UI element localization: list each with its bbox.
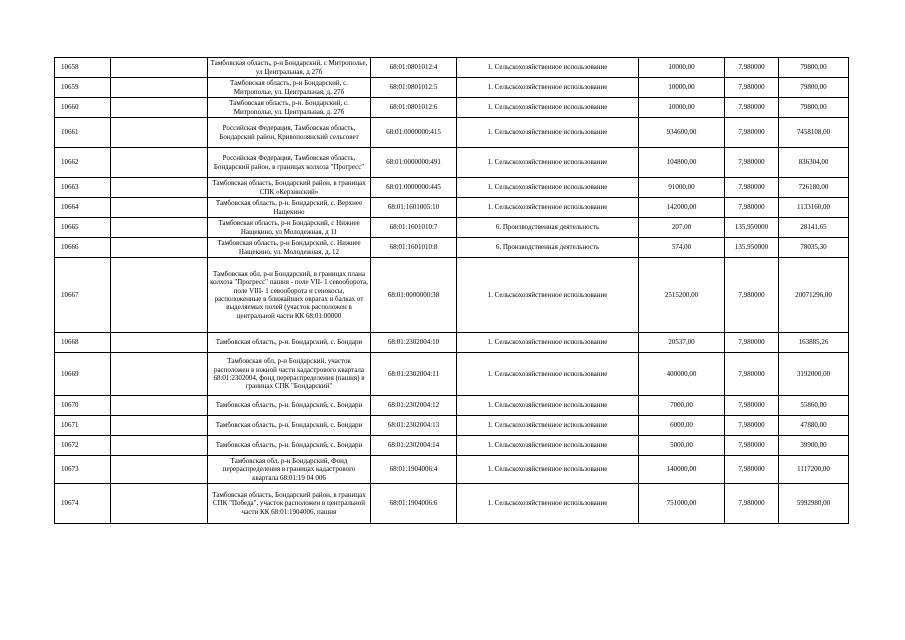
- empty-cell: [111, 98, 208, 118]
- address-cell: Тамбовская область, р-н. Бондарский, с. Бондари: [208, 436, 371, 456]
- address-cell: Тамбовская область, р-н. Бондарский, с. Бондари: [208, 416, 371, 436]
- row-number: 10660: [55, 98, 111, 118]
- address-cell: Тамбовская область, р-н. Бондарский, с. Митрополье, ул. Центральная, д. 27б: [208, 98, 371, 118]
- area-cell: 10000,00: [639, 58, 725, 78]
- table-row: [55, 98, 849, 118]
- row-number: 10661: [55, 118, 111, 148]
- address-cell: Российская Федерация, Тамбовская область, Бондарский район, в границах колхоза "Прогресс": [208, 148, 371, 178]
- area-cell: 751000,00: [639, 484, 725, 524]
- rate-cell: 7,980000: [725, 416, 779, 436]
- address-cell: Тамбовская обл, р-н Бондарский, в границах плана колхоза "Прогресс" пашня - поле VII- 1 севооборота, поле VIII- 1 севооборота и сенокосы, расположенные в ближайших оврагах и балках от выделяемых полей (участок расположен в центральной части КК 68:01:00000: [208, 258, 371, 333]
- cadastral-number-cell: 68:01:1904006:4: [371, 456, 457, 484]
- rate-cell: 135,950000: [725, 218, 779, 238]
- area-cell: 207,00: [639, 218, 725, 238]
- row-number: 10665: [55, 218, 111, 238]
- cadastral-value-cell: 1133160,00: [779, 198, 849, 218]
- cadastral-number-cell: 68:01:0000000:491: [371, 148, 457, 178]
- cadastral-value-cell: 78035,30: [779, 238, 849, 258]
- cadastral-number-cell: 68:01:0000000:38: [371, 258, 457, 333]
- land-use-cell: 1. Сельскохозяйственное использование: [457, 58, 639, 78]
- empty-cell: [111, 58, 208, 78]
- table-row: [55, 238, 849, 258]
- area-cell: 934600,00: [639, 118, 725, 148]
- cadastral-number-cell: 68:01:1601010:7: [371, 218, 457, 238]
- address-cell: Тамбовская область, Бондарский район, в границах СПК «Керзинский»: [208, 178, 371, 198]
- rate-cell: 7,980000: [725, 456, 779, 484]
- empty-cell: [111, 436, 208, 456]
- cadastral-number-cell: 68:01:0000000:415: [371, 118, 457, 148]
- rate-cell: 7,980000: [725, 198, 779, 218]
- area-cell: 142000,00: [639, 198, 725, 218]
- cadastral-number-cell: 68:01:2302004:10: [371, 333, 457, 353]
- empty-cell: [111, 258, 208, 333]
- row-number: 10671: [55, 416, 111, 436]
- area-cell: 2515200,00: [639, 258, 725, 333]
- cadastral-value-cell: 55860,00: [779, 396, 849, 416]
- land-use-cell: 1. Сельскохозяйственное использование: [457, 416, 639, 436]
- area-cell: 20537,00: [639, 333, 725, 353]
- empty-cell: [111, 484, 208, 524]
- empty-cell: [111, 148, 208, 178]
- cadastral-number-cell: 68:01:1601010:8: [371, 238, 457, 258]
- table-row: [55, 436, 849, 456]
- table-row: [55, 218, 849, 238]
- cadastral-value-cell: 28141,65: [779, 218, 849, 238]
- table-row: [55, 118, 849, 148]
- cadastral-value-table: [54, 57, 849, 524]
- address-cell: Тамбовская область, р-н Бондарский, с Нижнее Нащекино, ул Молодежная, д 11: [208, 218, 371, 238]
- rate-cell: 7,980000: [725, 258, 779, 333]
- land-use-cell: 1. Сельскохозяйственное использование: [457, 98, 639, 118]
- cadastral-value-cell: 163885,26: [779, 333, 849, 353]
- address-cell: Тамбовская область, р-н. Бондарский, с. Верхнее Нащекино: [208, 198, 371, 218]
- cadastral-value-cell: 1117200,00: [779, 456, 849, 484]
- area-cell: 104800,00: [639, 148, 725, 178]
- cadastral-value-cell: 5992980,00: [779, 484, 849, 524]
- empty-cell: [111, 238, 208, 258]
- table-row: [55, 333, 849, 353]
- cadastral-number-cell: 68:01:1904006:6: [371, 484, 457, 524]
- rate-cell: 7,980000: [725, 353, 779, 396]
- address-cell: Тамбовская обл, р-н Бондарский, участок расположен в южной части кадастрового квартала 68:01:2302004, фонд перераспределения (пашня) в границах СПК "Бондарский": [208, 353, 371, 396]
- empty-cell: [111, 333, 208, 353]
- area-cell: 10000,00: [639, 78, 725, 98]
- empty-cell: [111, 353, 208, 396]
- row-number: 10666: [55, 238, 111, 258]
- cadastral-number-cell: 68:01:1601005:10: [371, 198, 457, 218]
- cadastral-value-cell: 7458108,00: [779, 118, 849, 148]
- table-row: [55, 456, 849, 484]
- rate-cell: 7,980000: [725, 484, 779, 524]
- land-use-cell: 1. Сельскохозяйственное использование: [457, 396, 639, 416]
- row-number: 10670: [55, 396, 111, 416]
- land-use-cell: 1. Сельскохозяйственное использование: [457, 353, 639, 396]
- table-row: [55, 58, 849, 78]
- rate-cell: 7,980000: [725, 98, 779, 118]
- rate-cell: 7,980000: [725, 118, 779, 148]
- address-cell: Тамбовская область, р-н. Бондарский, с. Бондари: [208, 333, 371, 353]
- rate-cell: 7,980000: [725, 333, 779, 353]
- table-row: [55, 416, 849, 436]
- empty-cell: [111, 218, 208, 238]
- table-row: [55, 484, 849, 524]
- table-body: [55, 58, 849, 524]
- cadastral-number-cell: 68:01:0801012:6: [371, 98, 457, 118]
- land-use-cell: 1. Сельскохозяйственное использование: [457, 78, 639, 98]
- area-cell: 91000,00: [639, 178, 725, 198]
- table-row: [55, 198, 849, 218]
- rate-cell: 7,980000: [725, 396, 779, 416]
- row-number: 10668: [55, 333, 111, 353]
- address-cell: Тамбовская обл, р-н Бондарский, Фонд перераспределения в границах кадастрового квартала 68:01:19 04 006: [208, 456, 371, 484]
- cadastral-value-cell: 20071296,00: [779, 258, 849, 333]
- rate-cell: 7,980000: [725, 58, 779, 78]
- cadastral-value-cell: 39900,00: [779, 436, 849, 456]
- land-use-cell: 1. Сельскохозяйственное использование: [457, 148, 639, 178]
- row-number: 10663: [55, 178, 111, 198]
- row-number: 10669: [55, 353, 111, 396]
- empty-cell: [111, 416, 208, 436]
- table-row: [55, 178, 849, 198]
- table-row: [55, 353, 849, 396]
- cadastral-number-cell: 68:01:2302004:14: [371, 436, 457, 456]
- row-number: 10659: [55, 78, 111, 98]
- cadastral-value-cell: 79800,00: [779, 98, 849, 118]
- row-number: 10662: [55, 148, 111, 178]
- cadastral-number-cell: 68:01:2302004:11: [371, 353, 457, 396]
- row-number: 10667: [55, 258, 111, 333]
- address-cell: Тамбовская область, р-н Бондарский, с Митрополье, ул Центральная, д 27б: [208, 58, 371, 78]
- cadastral-number-cell: 68:01:2302004:12: [371, 396, 457, 416]
- rate-cell: 7,980000: [725, 178, 779, 198]
- cadastral-value-cell: 3192000,00: [779, 353, 849, 396]
- row-number: 10673: [55, 456, 111, 484]
- row-number: 10672: [55, 436, 111, 456]
- land-use-cell: 6. Производственная деятельность: [457, 238, 639, 258]
- area-cell: 140000,00: [639, 456, 725, 484]
- cadastral-value-cell: 836304,00: [779, 148, 849, 178]
- table-row: [55, 396, 849, 416]
- empty-cell: [111, 178, 208, 198]
- area-cell: 5000,00: [639, 436, 725, 456]
- address-cell: Тамбовская область, р-н. Бондарский, с. Бондари: [208, 396, 371, 416]
- cadastral-value-cell: 726180,00: [779, 178, 849, 198]
- cadastral-number-cell: 68:01:0801012:4: [371, 58, 457, 78]
- land-use-cell: 1. Сельскохозяйственное использование: [457, 333, 639, 353]
- cadastral-value-cell: 79800,00: [779, 58, 849, 78]
- land-use-cell: 1. Сельскохозяйственное использование: [457, 258, 639, 333]
- row-number: 10674: [55, 484, 111, 524]
- address-cell: Тамбовская область, р-н Бондарский, с. Митрополье, ул. Центральная, д. 27б: [208, 78, 371, 98]
- address-cell: Тамбовская область, Бондарский район, в границах СПК "Победа", участок расположен в центральной части КК 68:01:1904006, пашня: [208, 484, 371, 524]
- cadastral-value-cell: 79800,00: [779, 78, 849, 98]
- land-use-cell: 1. Сельскохозяйственное использование: [457, 436, 639, 456]
- address-cell: Тамбовская область, р-н Бондарский, с. Нижнее Нащекино, ул. Молодежная, д. 12: [208, 238, 371, 258]
- land-use-cell: 1. Сельскохозяйственное использование: [457, 118, 639, 148]
- rate-cell: 7,980000: [725, 436, 779, 456]
- cadastral-number-cell: 68:01:2302004:13: [371, 416, 457, 436]
- area-cell: 7000,00: [639, 396, 725, 416]
- table-row: [55, 78, 849, 98]
- address-cell: Российская Федерация, Тамбовская область, Бондарский район, Кривополянский сельсовет: [208, 118, 371, 148]
- row-number: 10664: [55, 198, 111, 218]
- cadastral-value-cell: 47880,00: [779, 416, 849, 436]
- empty-cell: [111, 396, 208, 416]
- rate-cell: 7,980000: [725, 78, 779, 98]
- area-cell: 574,00: [639, 238, 725, 258]
- rate-cell: 135,950000: [725, 238, 779, 258]
- empty-cell: [111, 456, 208, 484]
- land-use-cell: 1. Сельскохозяйственное использование: [457, 178, 639, 198]
- empty-cell: [111, 78, 208, 98]
- cadastral-number-cell: 68:01:0000000:445: [371, 178, 457, 198]
- table-row: [55, 258, 849, 333]
- land-use-cell: 1. Сельскохозяйственное использование: [457, 484, 639, 524]
- land-use-cell: 1. Сельскохозяйственное использование: [457, 456, 639, 484]
- empty-cell: [111, 118, 208, 148]
- area-cell: 400000,00: [639, 353, 725, 396]
- empty-cell: [111, 198, 208, 218]
- cadastral-number-cell: 68:01:0801012:5: [371, 78, 457, 98]
- land-use-cell: 6. Производственная деятельность: [457, 218, 639, 238]
- area-cell: 10000,00: [639, 98, 725, 118]
- table-row: [55, 148, 849, 178]
- land-use-cell: 1. Сельскохозяйственное использование: [457, 198, 639, 218]
- rate-cell: 7,980000: [725, 148, 779, 178]
- area-cell: 6000,00: [639, 416, 725, 436]
- row-number: 10658: [55, 58, 111, 78]
